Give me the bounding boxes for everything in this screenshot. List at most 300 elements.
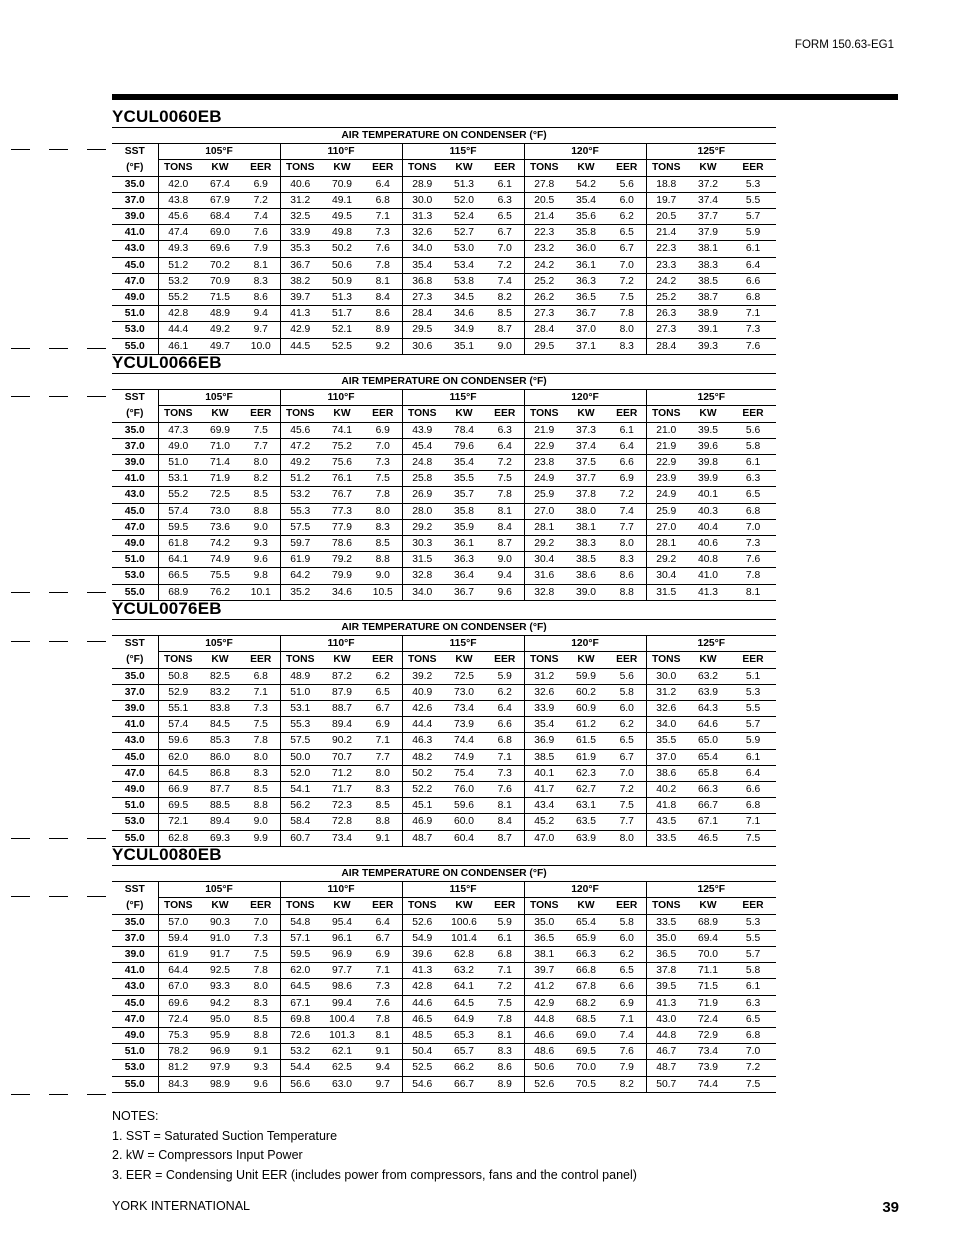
table-cell: 7.5 (486, 471, 524, 487)
sst-header: SST (124, 146, 145, 158)
table-cell: 6.6 (608, 455, 646, 471)
table-cell: 52.9 (158, 684, 198, 700)
table-cell: 60.2 (564, 684, 608, 700)
table-cell: 38.6 (646, 765, 686, 781)
table-cell: 7.1 (608, 1011, 646, 1027)
table-cell: 46.7 (646, 1044, 686, 1060)
table-cell: 48.7 (646, 1060, 686, 1076)
table-row (112, 979, 776, 995)
table-cell: 30.4 (524, 552, 564, 568)
column-header: EER (486, 406, 524, 422)
table-cell: 5.5 (730, 930, 776, 946)
table-cell: 49.8 (320, 225, 364, 241)
table-cell: 66.3 (564, 947, 608, 963)
table-row (112, 717, 776, 733)
table-cell: 72.4 (686, 1011, 730, 1027)
table-cell: 8.3 (364, 519, 402, 535)
table-cell: 72.4 (158, 1011, 198, 1027)
table-cell: 44.8 (524, 1011, 564, 1027)
table-cell: 37.9 (686, 225, 730, 241)
column-header: TONS (524, 406, 564, 422)
table-cell: 55.2 (158, 290, 198, 306)
table-cell: 9.3 (242, 536, 280, 552)
performance-table (112, 619, 776, 847)
table-cell: 71.1 (686, 963, 730, 979)
table-cell: 53.0 (442, 241, 486, 257)
table-cell: 55.3 (280, 717, 320, 733)
table-cell: 72.1 (158, 814, 198, 830)
table-cell: 6.5 (730, 1011, 776, 1027)
table-cell: 62.5 (320, 1060, 364, 1076)
dash (49, 348, 68, 349)
note-item: 2. kW = Compressors Input Power (112, 1148, 303, 1162)
table-cell: 7.8 (364, 1011, 402, 1027)
table-cell: 8.1 (730, 584, 776, 600)
table-cell: 63.2 (686, 668, 730, 684)
table-cell: 79.9 (320, 568, 364, 584)
table-cell: 39.8 (686, 455, 730, 471)
table-cell: 7.3 (364, 455, 402, 471)
table-cell: 70.7 (320, 749, 364, 765)
table-cell: 39.7 (280, 290, 320, 306)
column-header: TONS (280, 406, 320, 422)
table-cell: 81.2 (158, 1060, 198, 1076)
table-cell: 34.6 (320, 584, 364, 600)
table-cell: 7.6 (486, 782, 524, 798)
table-cell: 64.5 (158, 765, 198, 781)
table-cell: 8.0 (364, 765, 402, 781)
table-cell: 68.9 (158, 584, 198, 600)
table-cell: 71.4 (198, 455, 242, 471)
table-cell: 39.6 (402, 947, 442, 963)
table-row (112, 701, 776, 717)
table-cell: 7.2 (242, 192, 280, 208)
table-cell: 35.2 (280, 584, 320, 600)
table-cell: 38.6 (564, 568, 608, 584)
table-cell: 24.2 (646, 273, 686, 289)
table-cell: 53.2 (158, 273, 198, 289)
table-cell: 32.6 (646, 701, 686, 717)
table-cell: 61.8 (158, 536, 198, 552)
table-cell: 86.0 (198, 749, 242, 765)
table-cell: 7.1 (486, 749, 524, 765)
table-cell: 7.3 (486, 765, 524, 781)
table-cell: 6.6 (730, 782, 776, 798)
table-cell: 30.6 (402, 338, 442, 354)
table-cell: 74.9 (198, 552, 242, 568)
table-cell: 51.0 (280, 684, 320, 700)
table-cell: 36.7 (442, 584, 486, 600)
table-cell: 67.1 (280, 995, 320, 1011)
table-cell: 5.6 (730, 422, 776, 438)
table-cell: 65.7 (442, 1044, 486, 1060)
table-cell: 6.1 (730, 455, 776, 471)
table-cell: 7.5 (242, 947, 280, 963)
table-cell: 64.4 (158, 963, 198, 979)
margin-mark (11, 896, 107, 897)
table-cell: 21.4 (646, 225, 686, 241)
table-cell: 61.9 (280, 552, 320, 568)
table-row (112, 209, 776, 225)
table-cell: 7.8 (364, 257, 402, 273)
margin-mark (11, 396, 107, 397)
table-cell: 78.2 (158, 1044, 198, 1060)
table-cell: 71.7 (320, 782, 364, 798)
table-cell: 36.3 (442, 552, 486, 568)
table-cell: 82.5 (198, 668, 242, 684)
table-caption: AIR TEMPERATURE ON CONDENSER (°F) (112, 128, 776, 144)
sst-unit: (°F) (112, 898, 158, 914)
column-header: EER (242, 652, 280, 668)
table-cell: 30.0 (402, 192, 442, 208)
table-cell: 75.6 (320, 455, 364, 471)
table-cell: 50.2 (402, 765, 442, 781)
table-cell: 6.5 (364, 684, 402, 700)
column-header: KW (442, 406, 486, 422)
table-cell: 36.7 (564, 306, 608, 322)
table-cell: 34.0 (402, 241, 442, 257)
sst-unit: (°F) (112, 160, 158, 176)
table-cell: 66.8 (564, 963, 608, 979)
table-cell: 27.3 (646, 322, 686, 338)
sst-value: 39.0 (112, 455, 158, 471)
table-row (112, 749, 776, 765)
table-row (112, 914, 776, 930)
column-header: TONS (158, 898, 198, 914)
table-cell: 73.0 (198, 503, 242, 519)
table-cell: 95.9 (198, 1028, 242, 1044)
table-cell: 6.8 (364, 192, 402, 208)
table-cell: 54.1 (280, 782, 320, 798)
table-cell: 7.1 (730, 306, 776, 322)
table-cell: 36.4 (442, 568, 486, 584)
table-cell: 29.5 (402, 322, 442, 338)
sst-value: 53.0 (112, 322, 158, 338)
dash (49, 838, 68, 839)
table-cell: 7.0 (608, 765, 646, 781)
table-cell: 38.1 (564, 519, 608, 535)
table-cell: 69.6 (158, 995, 198, 1011)
table-cell: 37.0 (564, 322, 608, 338)
table-cell: 25.2 (524, 273, 564, 289)
table-cell: 7.1 (486, 963, 524, 979)
temperature-header: 120°F (524, 636, 646, 652)
column-header: TONS (402, 160, 442, 176)
table-cell: 57.0 (158, 914, 198, 930)
table-cell: 9.0 (364, 568, 402, 584)
table-cell: 76.0 (442, 782, 486, 798)
table-cell: 69.8 (280, 1011, 320, 1027)
table-cell: 85.3 (198, 733, 242, 749)
table-cell: 7.4 (242, 209, 280, 225)
table-cell: 34.9 (442, 322, 486, 338)
table-row (112, 503, 776, 519)
table-cell: 21.4 (524, 209, 564, 225)
table-cell: 35.6 (564, 209, 608, 225)
table-cell: 8.5 (242, 487, 280, 503)
table-cell: 44.4 (158, 322, 198, 338)
table-cell: 62.1 (320, 1044, 364, 1060)
table-cell: 8.1 (486, 1028, 524, 1044)
table-cell: 75.3 (158, 1028, 198, 1044)
table-cell: 8.8 (364, 814, 402, 830)
table-cell: 91.0 (198, 930, 242, 946)
table-cell: 72.5 (442, 668, 486, 684)
table-cell: 60.0 (442, 814, 486, 830)
temperature-header: 105°F (158, 390, 280, 406)
column-header: TONS (280, 898, 320, 914)
table-cell: 7.5 (364, 471, 402, 487)
table-cell: 9.7 (364, 1076, 402, 1092)
table-row (112, 257, 776, 273)
table-cell: 37.3 (564, 422, 608, 438)
table-cell: 36.5 (524, 930, 564, 946)
column-header: EER (486, 652, 524, 668)
table-cell: 32.5 (280, 209, 320, 225)
table-cell: 36.1 (564, 257, 608, 273)
dash (49, 896, 68, 897)
table-cell: 41.3 (402, 963, 442, 979)
table-cell: 7.4 (486, 273, 524, 289)
table-cell: 67.1 (686, 814, 730, 830)
column-header: KW (442, 652, 486, 668)
dash (11, 896, 30, 897)
table-cell: 93.3 (198, 979, 242, 995)
table-cell: 53.8 (442, 273, 486, 289)
table-cell: 8.0 (242, 455, 280, 471)
table-cell: 6.9 (608, 471, 646, 487)
table-cell: 45.4 (402, 438, 442, 454)
table-cell: 7.2 (608, 782, 646, 798)
table-cell: 100.4 (320, 1011, 364, 1027)
table-cell: 7.3 (364, 979, 402, 995)
column-header: EER (730, 898, 776, 914)
table-cell: 39.2 (402, 668, 442, 684)
table-cell: 74.9 (442, 749, 486, 765)
margin-mark (11, 641, 107, 642)
table-cell: 8.7 (486, 536, 524, 552)
temperature-header: 125°F (646, 144, 776, 160)
temperature-header: 125°F (646, 390, 776, 406)
table-cell: 78.4 (442, 422, 486, 438)
table-cell: 8.6 (364, 306, 402, 322)
table-cell: 21.0 (646, 422, 686, 438)
table-cell: 35.0 (524, 914, 564, 930)
table-cell: 51.7 (320, 306, 364, 322)
dash (87, 1094, 106, 1095)
notes-heading: NOTES: (112, 1109, 159, 1123)
table-cell: 28.4 (402, 306, 442, 322)
table-cell: 62.8 (158, 830, 198, 846)
table-cell: 6.0 (608, 930, 646, 946)
table-cell: 29.2 (524, 536, 564, 552)
table-row (112, 552, 776, 568)
table-cell: 57.4 (158, 503, 198, 519)
table-cell: 6.5 (608, 225, 646, 241)
table-cell: 40.8 (686, 552, 730, 568)
table-cell: 63.0 (320, 1076, 364, 1092)
dash (49, 396, 68, 397)
sst-value: 49.0 (112, 1028, 158, 1044)
table-cell: 59.7 (280, 536, 320, 552)
model-section (112, 599, 776, 847)
table-cell: 26.2 (524, 290, 564, 306)
header-rule (112, 94, 898, 100)
table-cell: 9.0 (242, 519, 280, 535)
table-cell: 25.8 (402, 471, 442, 487)
table-row (112, 306, 776, 322)
table-cell: 7.3 (364, 225, 402, 241)
table-cell: 39.0 (564, 584, 608, 600)
column-header: KW (564, 898, 608, 914)
sst-unit: (°F) (112, 652, 158, 668)
table-cell: 32.6 (524, 684, 564, 700)
table-cell: 5.8 (608, 684, 646, 700)
table-cell: 29.5 (524, 338, 564, 354)
table-cell: 26.3 (646, 306, 686, 322)
table-cell: 88.7 (320, 701, 364, 717)
column-header: KW (686, 160, 730, 176)
column-header: KW (198, 406, 242, 422)
table-cell: 9.0 (486, 552, 524, 568)
column-header: KW (564, 652, 608, 668)
table-cell: 6.3 (730, 471, 776, 487)
sst-value: 49.0 (112, 782, 158, 798)
sst-value: 43.0 (112, 487, 158, 503)
sst-value: 43.0 (112, 733, 158, 749)
table-row (112, 290, 776, 306)
table-cell: 7.4 (608, 1028, 646, 1044)
table-cell: 32.6 (402, 225, 442, 241)
table-row (112, 1044, 776, 1060)
table-caption: AIR TEMPERATURE ON CONDENSER (°F) (112, 374, 776, 390)
table-cell: 32.8 (402, 568, 442, 584)
column-header: EER (608, 898, 646, 914)
sst-value: 53.0 (112, 814, 158, 830)
sst-unit: (°F) (112, 406, 158, 422)
table-cell: 38.3 (686, 257, 730, 273)
table-cell: 43.5 (646, 814, 686, 830)
sst-value: 51.0 (112, 1044, 158, 1060)
table-cell: 50.6 (320, 257, 364, 273)
table-cell: 51.0 (158, 455, 198, 471)
temperature-header: 110°F (280, 636, 402, 652)
model-title: YCUL0080EB (112, 845, 222, 864)
table-cell: 7.3 (242, 930, 280, 946)
table-cell: 6.4 (730, 257, 776, 273)
table-cell: 63.9 (686, 684, 730, 700)
dash (49, 592, 68, 593)
table-cell: 7.0 (242, 914, 280, 930)
dash (11, 149, 30, 150)
column-header: KW (442, 898, 486, 914)
table-cell: 8.1 (364, 1028, 402, 1044)
sst-value: 49.0 (112, 536, 158, 552)
table-cell: 69.9 (198, 422, 242, 438)
table-cell: 8.8 (364, 552, 402, 568)
table-cell: 34.6 (442, 306, 486, 322)
table-cell: 9.4 (364, 1060, 402, 1076)
table-cell: 57.5 (280, 733, 320, 749)
table-cell: 46.9 (402, 814, 442, 830)
table-cell: 7.1 (730, 814, 776, 830)
table-cell: 6.4 (364, 914, 402, 930)
table-cell: 65.3 (442, 1028, 486, 1044)
table-cell: 77.9 (320, 519, 364, 535)
table-cell: 8.6 (608, 568, 646, 584)
table-cell: 6.4 (486, 438, 524, 454)
table-cell: 35.5 (442, 471, 486, 487)
table-cell: 38.0 (564, 503, 608, 519)
table-cell: 46.1 (158, 338, 198, 354)
table-cell: 36.8 (402, 273, 442, 289)
table-cell: 52.1 (320, 322, 364, 338)
table-cell: 27.0 (646, 519, 686, 535)
table-cell: 28.9 (402, 176, 442, 192)
table-cell: 6.9 (364, 947, 402, 963)
sst-value: 55.0 (112, 338, 158, 354)
sst-value: 47.0 (112, 519, 158, 535)
table-cell: 7.8 (242, 963, 280, 979)
sst-value: 51.0 (112, 552, 158, 568)
table-row (112, 192, 776, 208)
margin-mark (11, 1094, 107, 1095)
table-cell: 10.5 (364, 584, 402, 600)
table-cell: 10.1 (242, 584, 280, 600)
sst-value: 37.0 (112, 438, 158, 454)
table-cell: 39.6 (686, 438, 730, 454)
table-cell: 53.2 (280, 487, 320, 503)
dash (87, 396, 106, 397)
table-cell: 40.1 (524, 765, 564, 781)
table-cell: 60.4 (442, 830, 486, 846)
table-cell: 56.2 (280, 798, 320, 814)
column-header: KW (686, 652, 730, 668)
temperature-header: 115°F (402, 636, 524, 652)
table-cell: 67.4 (198, 176, 242, 192)
table-cell: 72.6 (280, 1028, 320, 1044)
table-cell: 87.9 (320, 684, 364, 700)
table-cell: 22.9 (646, 455, 686, 471)
table-cell: 49.2 (198, 322, 242, 338)
table-cell: 6.1 (486, 176, 524, 192)
table-cell: 9.4 (486, 568, 524, 584)
table-cell: 36.7 (280, 257, 320, 273)
table-cell: 37.4 (686, 192, 730, 208)
table-cell: 44.5 (280, 338, 320, 354)
column-header: TONS (280, 160, 320, 176)
table-cell: 89.4 (198, 814, 242, 830)
table-cell: 52.5 (402, 1060, 442, 1076)
table-cell: 57.5 (280, 519, 320, 535)
table-row (112, 1028, 776, 1044)
column-header: EER (242, 406, 280, 422)
temperature-header: 110°F (280, 390, 402, 406)
table-cell: 52.0 (442, 192, 486, 208)
notes (112, 1107, 637, 1185)
table-cell: 8.3 (608, 552, 646, 568)
table-cell: 8.3 (486, 1044, 524, 1060)
table-cell: 33.9 (524, 701, 564, 717)
table-cell: 39.7 (524, 963, 564, 979)
table-cell: 61.9 (158, 947, 198, 963)
table-cell: 8.3 (608, 338, 646, 354)
table-cell: 28.4 (524, 322, 564, 338)
table-cell: 52.7 (442, 225, 486, 241)
table-cell: 36.1 (442, 536, 486, 552)
table-cell: 58.4 (280, 814, 320, 830)
table-cell: 8.9 (486, 1076, 524, 1092)
